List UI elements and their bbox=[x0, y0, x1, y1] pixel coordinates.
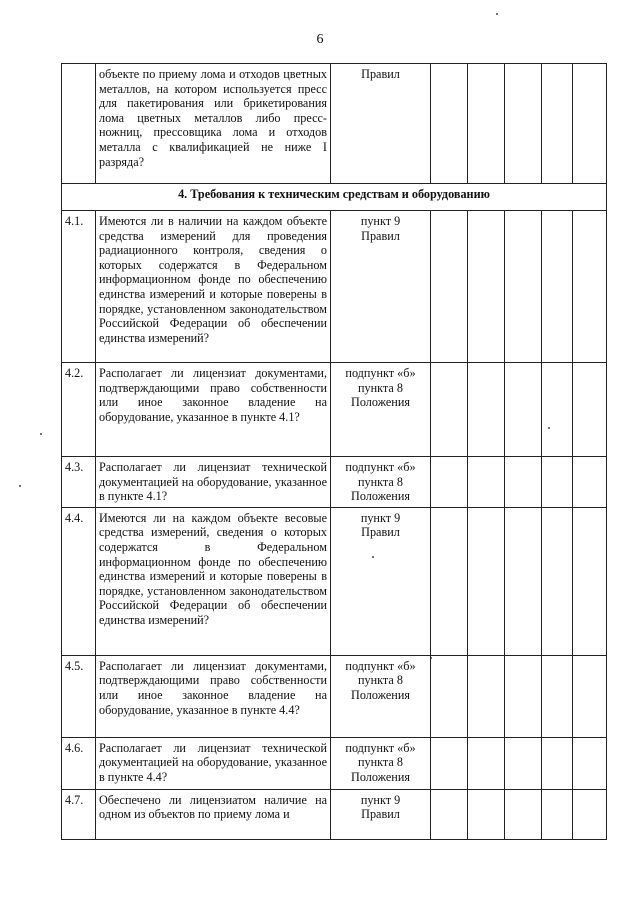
answer-cell[interactable] bbox=[505, 457, 542, 508]
checklist-row bbox=[62, 655, 607, 737]
answer-cell[interactable] bbox=[505, 64, 542, 184]
checklist-body bbox=[62, 64, 607, 840]
answer-cell[interactable] bbox=[468, 457, 505, 508]
item-legal-reference: пункт 9 Правил bbox=[331, 507, 431, 655]
answer-cell[interactable] bbox=[573, 507, 607, 655]
answer-cell[interactable] bbox=[431, 64, 468, 184]
answer-cell[interactable] bbox=[468, 64, 505, 184]
item-legal-reference: подпункт «б» пункта 8 Положения bbox=[331, 655, 431, 737]
answer-cell[interactable] bbox=[468, 737, 505, 789]
item-question: Имеются ли в наличии на каждом объекте средства измерений для проведения радиационного контроля, сведения о которых содержатся в Федеральном информационном фонде по обеспечению единства измерений и которые поверены в порядке, установленном законодательством Российской Федерации об обеспечении единства измерений? bbox=[96, 211, 331, 363]
answer-cell[interactable] bbox=[468, 655, 505, 737]
checklist-row bbox=[62, 507, 607, 655]
section-header-row bbox=[62, 184, 607, 211]
answer-cell[interactable] bbox=[542, 64, 573, 184]
answer-cell[interactable] bbox=[431, 789, 468, 839]
item-legal-reference: подпункт «б» пункта 8 Положения bbox=[331, 737, 431, 789]
item-legal-reference: Правил bbox=[331, 64, 431, 184]
answer-cell[interactable] bbox=[468, 789, 505, 839]
answer-cell[interactable] bbox=[573, 655, 607, 737]
item-question: Располагает ли лицензиат документами, подтверждающими право собственности или иное законное владение на оборудование, указанное в пункте 4.1? bbox=[96, 363, 331, 457]
answer-cell[interactable] bbox=[542, 655, 573, 737]
answer-cell[interactable] bbox=[542, 789, 573, 839]
answer-cell[interactable] bbox=[505, 655, 542, 737]
scan-speck bbox=[496, 13, 498, 15]
answer-cell[interactable] bbox=[431, 737, 468, 789]
answer-cell[interactable] bbox=[573, 789, 607, 839]
answer-cell[interactable] bbox=[573, 737, 607, 789]
answer-cell[interactable] bbox=[542, 211, 573, 363]
item-legal-reference: пункт 9 Правил bbox=[331, 789, 431, 839]
item-number: 4.3. bbox=[62, 457, 96, 508]
item-number: 4.1. bbox=[62, 211, 96, 363]
checklist-row bbox=[62, 363, 607, 457]
item-legal-reference: пункт 9 Правил bbox=[331, 211, 431, 363]
checklist-table bbox=[61, 63, 607, 840]
answer-cell[interactable] bbox=[468, 211, 505, 363]
item-number: 4.7. bbox=[62, 789, 96, 839]
answer-cell[interactable] bbox=[431, 211, 468, 363]
checklist-row bbox=[62, 737, 607, 789]
answer-cell[interactable] bbox=[542, 507, 573, 655]
item-question: Обеспечено ли лицензиатом наличие на одном из объектов по приему лома и bbox=[96, 789, 331, 839]
answer-cell[interactable] bbox=[542, 363, 573, 457]
scan-speck bbox=[19, 485, 21, 487]
item-number: 4.2. bbox=[62, 363, 96, 457]
page-number: 6 bbox=[316, 32, 324, 47]
checklist-row bbox=[62, 457, 607, 508]
answer-cell[interactable] bbox=[573, 64, 607, 184]
answer-cell[interactable] bbox=[573, 363, 607, 457]
item-number: 4.4. bbox=[62, 507, 96, 655]
answer-cell[interactable] bbox=[468, 507, 505, 655]
section-title: 4. Требования к техническим средствам и оборудованию bbox=[62, 184, 607, 211]
answer-cell[interactable] bbox=[573, 457, 607, 508]
answer-cell[interactable] bbox=[542, 457, 573, 508]
item-question: Располагает ли лицензиат технической документацией на оборудование, указанное в пункте 4.4? bbox=[96, 737, 331, 789]
item-number bbox=[62, 64, 96, 184]
answer-cell[interactable] bbox=[505, 211, 542, 363]
item-question: Располагает ли лицензиат документами, подтверждающими право собственности или иное законное владение на оборудование, указанное в пункте 4.4? bbox=[96, 655, 331, 737]
item-number: 4.5. bbox=[62, 655, 96, 737]
checklist-row bbox=[62, 64, 607, 184]
answer-cell[interactable] bbox=[505, 363, 542, 457]
answer-cell[interactable] bbox=[431, 507, 468, 655]
scan-speck bbox=[40, 433, 42, 435]
answer-cell[interactable] bbox=[573, 211, 607, 363]
item-number: 4.6. bbox=[62, 737, 96, 789]
item-question: Имеются ли на каждом объекте весовые средства измерений, сведения о которых содержатся в Федеральном информационном фонде по обеспечению единства измерений и которые поверены в порядке, установленном законодательством Российской Федерации об обеспечении единства измерений? bbox=[96, 507, 331, 655]
item-question: объекте по приему лома и отходов цветных металлов, на котором используется пресс для пакетирования или брикетирования лома цветных металлов либо пресс-ножниц, прессовщика лома и отходов металла с квалификацией не ниже I разряда? bbox=[96, 64, 331, 184]
checklist-row bbox=[62, 789, 607, 839]
checklist-row bbox=[62, 211, 607, 363]
answer-cell[interactable] bbox=[431, 457, 468, 508]
item-legal-reference: подпункт «б» пункта 8 Положения bbox=[331, 363, 431, 457]
answer-cell[interactable] bbox=[505, 789, 542, 839]
answer-cell[interactable] bbox=[542, 737, 573, 789]
answer-cell[interactable] bbox=[468, 363, 505, 457]
item-question: Располагает ли лицензиат технической документацией на оборудование, указанное в пункте 4.1? bbox=[96, 457, 331, 508]
answer-cell[interactable] bbox=[431, 363, 468, 457]
answer-cell[interactable] bbox=[505, 737, 542, 789]
item-legal-reference: подпункт «б» пункта 8 Положения bbox=[331, 457, 431, 508]
answer-cell[interactable] bbox=[431, 655, 468, 737]
answer-cell[interactable] bbox=[505, 507, 542, 655]
